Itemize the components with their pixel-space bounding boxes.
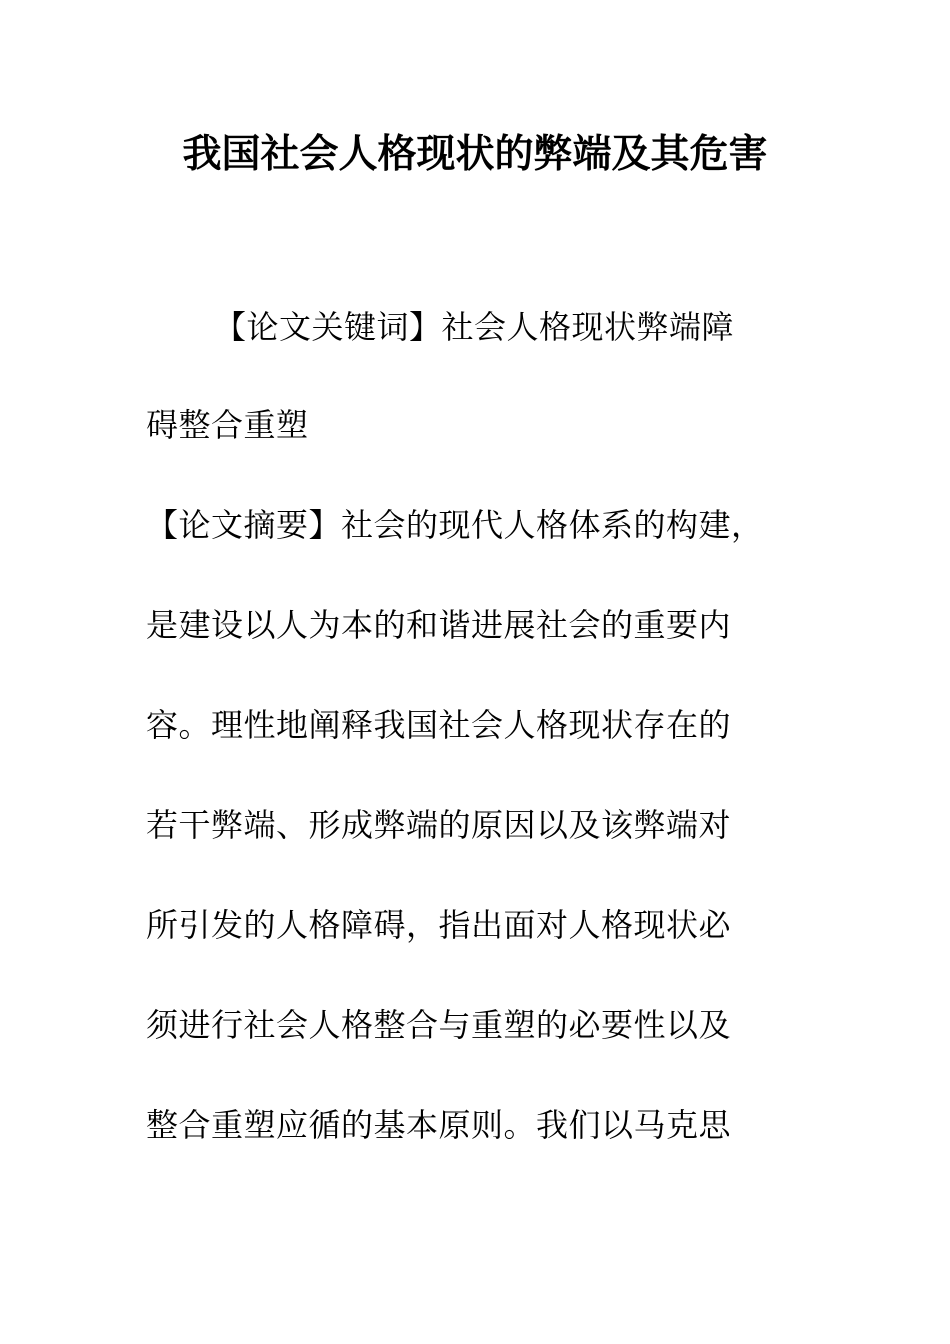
- keywords-line-1: 【论文关键词】社会人格现状弊端障: [214, 308, 735, 346]
- abstract-line-1: 【论文摘要】社会的现代人格体系的构建，: [146, 506, 764, 544]
- abstract-line-3: 容。理性地阐释我国社会人格现状存在的: [146, 706, 732, 744]
- abstract-line-2: 是建设以人为本的和谐进展社会的重要内: [146, 606, 732, 644]
- document-title: 我国社会人格现状的弊端及其危害: [182, 132, 768, 177]
- abstract-line-7: 整合重塑应循的基本原则。我们以马克思: [146, 1106, 732, 1144]
- abstract-line-4: 若干弊端、形成弊端的原因以及该弊端对: [146, 806, 732, 844]
- keywords-line-2: 碍整合重塑: [146, 406, 309, 444]
- abstract-line-5: 所引发的人格障碍，指出面对人格现状必: [146, 906, 732, 944]
- abstract-line-6: 须进行社会人格整合与重塑的必要性以及: [146, 1006, 732, 1044]
